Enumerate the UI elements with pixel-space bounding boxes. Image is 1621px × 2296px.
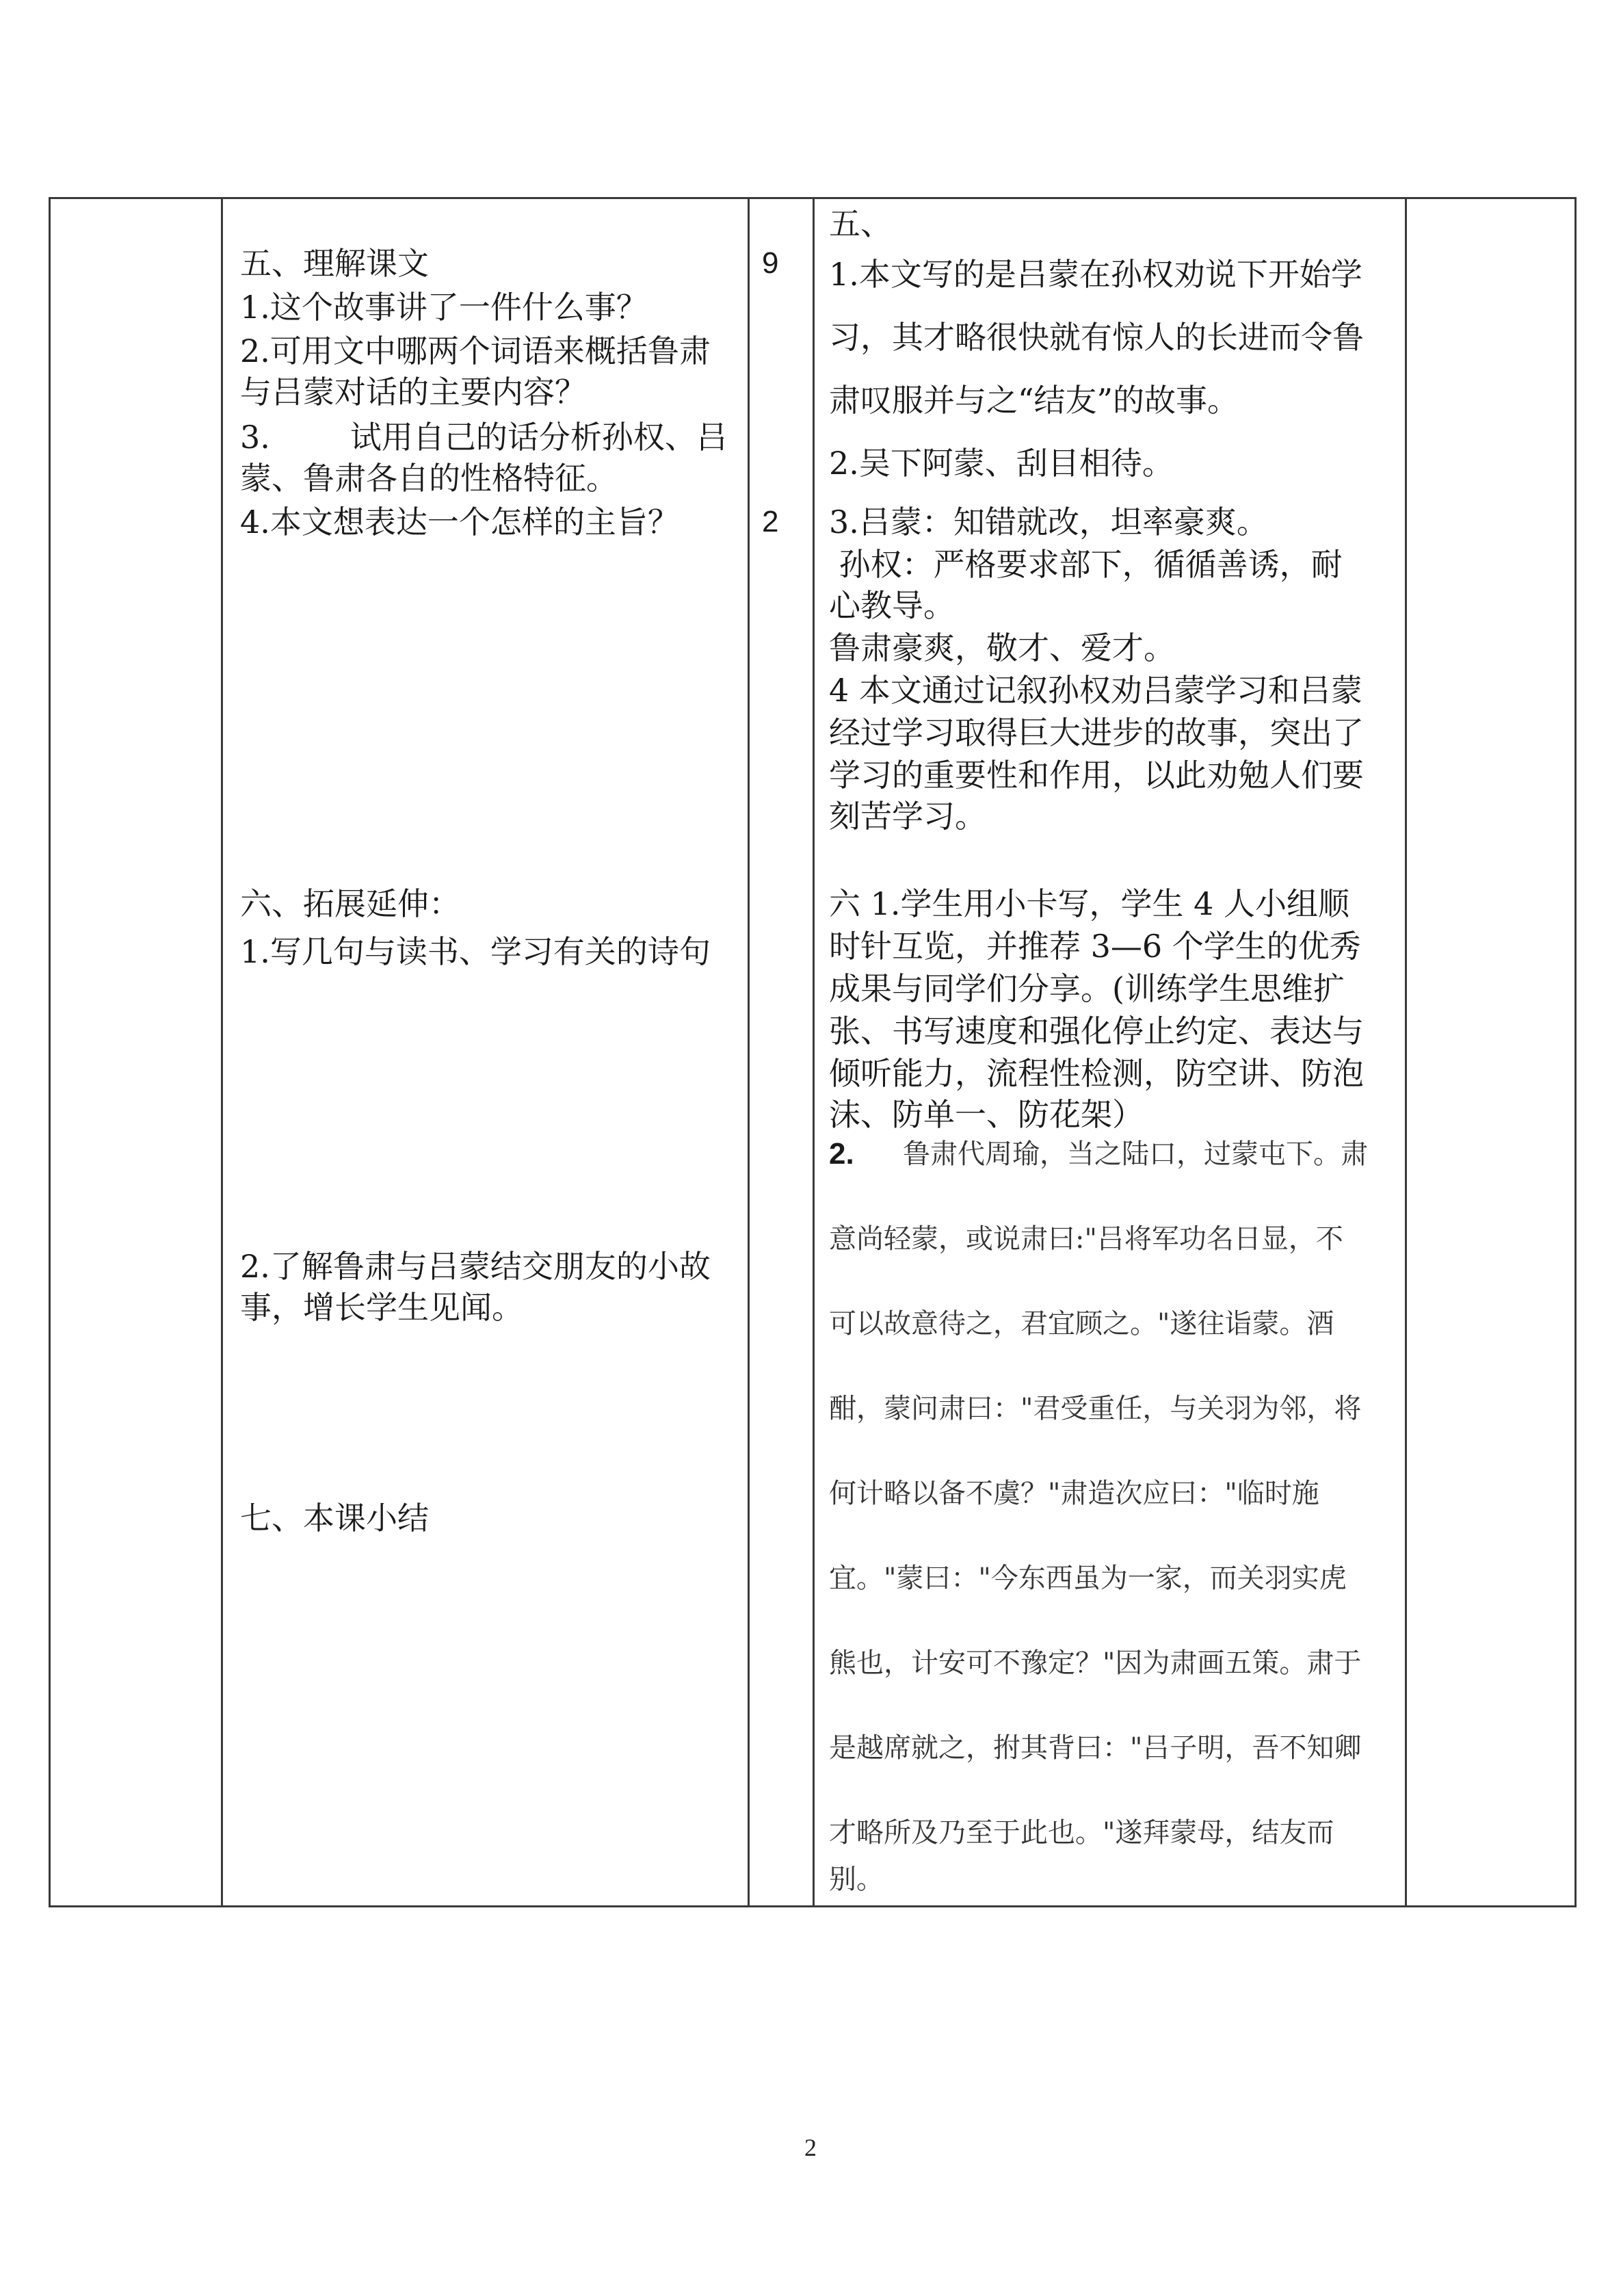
story-line: 熊也，计安可不豫定？"因为肃画五策。肃于 — [829, 1647, 1362, 1679]
question-item: 2.可用文中哪两个词语来概括鲁肃 — [240, 332, 711, 369]
section-heading: 六、拓展延伸： — [240, 885, 460, 922]
answer-line: 4 本文通过记叙孙权劝吕蒙学习和吕蒙 — [829, 672, 1362, 709]
time-value: 2 — [762, 505, 779, 538]
story-line: 鲁肃代周瑜，当之陆口，过蒙屯下。肃 — [903, 1138, 1368, 1170]
extension-item: 事，增长学生见闻。 — [240, 1289, 523, 1326]
story-line: 才略所及乃至于此也。"遂拜蒙母，结友而 — [829, 1817, 1334, 1849]
story-line: 别。 — [829, 1864, 884, 1895]
activity-line: 六 1.学生用小卡写，学生 4 人小组顺 — [829, 885, 1350, 922]
extension-item: 1.写几句与读书、学习有关的诗句 — [240, 933, 711, 970]
answer-line: 学习的重要性和作用，以此劝勉人们要 — [829, 757, 1364, 794]
activity-line: 倾听能力，流程性检测，防空讲、防泡 — [829, 1055, 1364, 1092]
answer-line: 3.吕蒙：知错就改，坦率豪爽。 — [829, 504, 1268, 540]
question-item: 1.这个故事讲了一件什么事？ — [240, 289, 648, 326]
story-number: 2. — [829, 1137, 854, 1171]
column-divider — [221, 199, 223, 1905]
answer-line: 经过学习取得巨大进步的故事，突出了 — [829, 714, 1364, 751]
answer-line: 习，其才略很快就有惊人的长进而令鲁 — [829, 319, 1364, 356]
empty-cell-right — [1407, 199, 1577, 1905]
story-line: 酣，蒙问肃曰："君受重任，与关羽为邻，将 — [829, 1393, 1362, 1424]
activity-line: 沫、防单一、防花架） — [829, 1096, 1144, 1133]
section-heading: 五、 — [829, 205, 892, 242]
answer-line: 1.本文写的是吕蒙在孙权劝说下开始学 — [829, 256, 1362, 293]
question-item: 蒙、鲁肃各自的性格特征。 — [240, 460, 618, 497]
activity-line: 张、书写速度和强化停止约定、表达与 — [829, 1013, 1364, 1049]
question-item: 与吕蒙对话的主要内容？ — [240, 374, 586, 410]
answer-line: 心教导。 — [829, 587, 955, 624]
column-divider — [813, 199, 815, 1905]
answer-line: 2.吴下阿蒙、刮目相待。 — [829, 445, 1174, 482]
section-heading: 七、本课小结 — [240, 1500, 429, 1537]
teaching-process-cell — [240, 199, 739, 1905]
story-line: 可以故意待之，君宜顾之。"遂往诣蒙。酒 — [829, 1308, 1334, 1340]
page-number: 2 — [804, 2134, 817, 2161]
answer-line: 肃叹服并与之“结友”的故事。 — [829, 382, 1239, 419]
lesson-plan-table — [49, 197, 1577, 1907]
time-cell — [762, 199, 810, 1905]
story-line: 何计略以备不虞？"肃造次应曰："临时施 — [829, 1478, 1319, 1509]
story-line: 是越席就之，拊其背曰："吕子明，吾不知卿 — [829, 1732, 1362, 1764]
question-item: 4.本文想表达一个怎样的主旨？ — [240, 504, 679, 540]
question-item: 3. 试用自己的话分析孙权、吕 — [240, 419, 728, 456]
extension-item: 2.了解鲁肃与吕蒙结交朋友的小故 — [240, 1248, 711, 1285]
activity-line: 时针互览，并推荐 3—6 个学生的优秀 — [829, 928, 1361, 965]
student-activity-cell — [829, 199, 1402, 1905]
story-line: 宜。"蒙曰："今东西虽为一家，而关羽实虎 — [829, 1563, 1347, 1594]
empty-cell-left — [51, 199, 221, 1905]
answer-line: 鲁肃豪爽，敬才、爱才。 — [829, 629, 1175, 666]
section-heading: 五、理解课文 — [240, 245, 429, 282]
column-divider — [748, 199, 750, 1905]
activity-line: 成果与同学们分享。(训练学生思维扩 — [829, 970, 1345, 1007]
story-line: 意尚轻蒙，或说肃曰:"吕将军功名日显，不 — [829, 1223, 1343, 1255]
time-value: 9 — [762, 246, 779, 280]
answer-line: 孙权：严格要求部下，循循善诱，耐 — [829, 546, 1343, 583]
answer-line: 刻苦学习。 — [829, 798, 986, 835]
